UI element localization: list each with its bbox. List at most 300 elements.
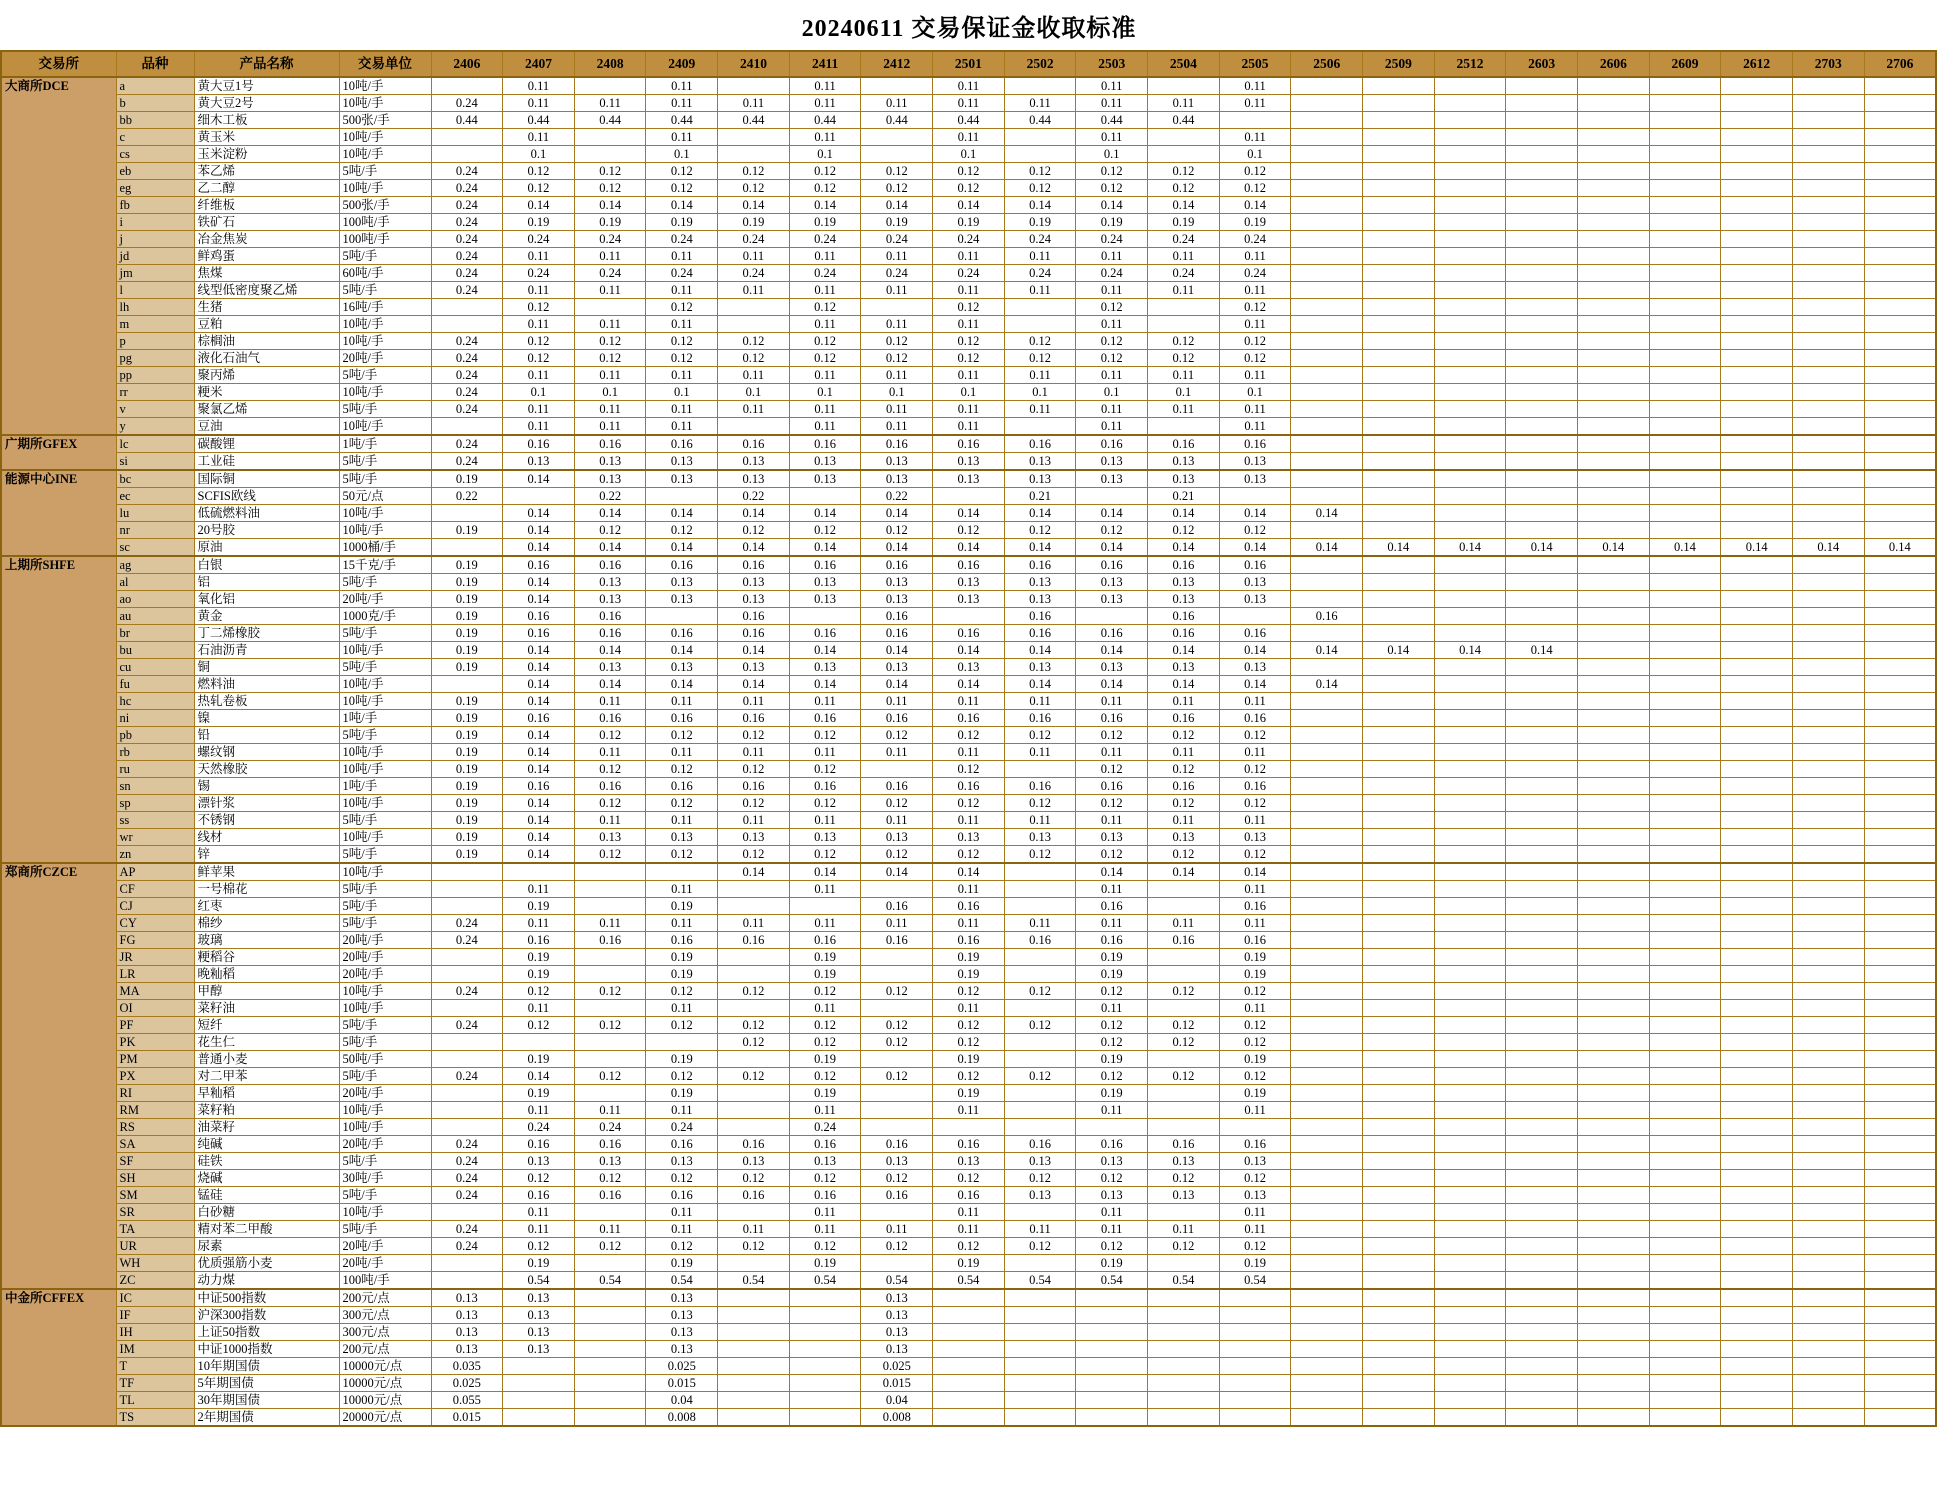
value-cell: 0.12 xyxy=(503,983,575,1000)
value-cell: 0.24 xyxy=(789,1119,861,1136)
value-cell xyxy=(1434,574,1506,591)
value-cell: 0.14 xyxy=(503,761,575,778)
value-cell: 0.13 xyxy=(431,1307,503,1324)
exchange-cell: 上期所SHFE xyxy=(1,556,116,863)
value-cell xyxy=(1721,505,1793,522)
value-cell xyxy=(1649,1187,1721,1204)
value-cell xyxy=(1864,1221,1936,1238)
value-cell xyxy=(1721,608,1793,625)
value-cell xyxy=(1721,966,1793,983)
value-cell xyxy=(1434,1341,1506,1358)
value-cell: 0.24 xyxy=(431,983,503,1000)
value-cell xyxy=(1864,761,1936,778)
value-cell: 0.16 xyxy=(1219,435,1291,453)
value-cell xyxy=(1148,1358,1220,1375)
product-name-cell: 铝 xyxy=(194,574,339,591)
table-row xyxy=(1,146,1936,163)
value-cell xyxy=(1434,522,1506,539)
value-cell xyxy=(1578,659,1650,676)
unit-cell: 10吨/手 xyxy=(339,1000,431,1017)
value-cell: 0.44 xyxy=(503,112,575,129)
value-cell: 0.12 xyxy=(718,163,790,180)
product-name-cell: 5年期国债 xyxy=(194,1375,339,1392)
value-cell: 0.13 xyxy=(718,591,790,608)
value-cell: 0.24 xyxy=(503,265,575,282)
value-cell xyxy=(1864,231,1936,248)
value-cell: 0.19 xyxy=(1219,214,1291,231)
value-cell: 0.11 xyxy=(861,95,933,112)
value-cell: 0.11 xyxy=(861,401,933,418)
value-cell: 0.16 xyxy=(574,608,646,625)
product-name-cell: 鲜苹果 xyxy=(194,863,339,881)
value-cell xyxy=(646,608,718,625)
value-cell: 0.16 xyxy=(503,625,575,642)
value-cell xyxy=(1864,129,1936,146)
code-cell: FG xyxy=(116,932,194,949)
value-cell xyxy=(933,1392,1005,1409)
value-cell xyxy=(1721,898,1793,915)
value-cell: 0.16 xyxy=(1004,932,1076,949)
value-cell: 0.24 xyxy=(646,265,718,282)
value-cell: 0.12 xyxy=(646,1068,718,1085)
product-name-cell: 热轧卷板 xyxy=(194,693,339,710)
value-cell: 0.19 xyxy=(503,1255,575,1272)
value-cell xyxy=(1649,316,1721,333)
value-cell: 0.12 xyxy=(646,163,718,180)
value-cell: 0.11 xyxy=(789,1000,861,1017)
value-cell xyxy=(1864,556,1936,574)
value-cell xyxy=(718,1358,790,1375)
value-cell: 0.11 xyxy=(574,693,646,710)
code-cell: jm xyxy=(116,265,194,282)
value-cell xyxy=(1506,1409,1578,1427)
product-name-cell: 中证500指数 xyxy=(194,1289,339,1307)
value-cell xyxy=(1506,744,1578,761)
value-cell: 0.13 xyxy=(933,659,1005,676)
product-name-cell: 漂针浆 xyxy=(194,795,339,812)
value-cell: 0.12 xyxy=(646,846,718,864)
value-cell: 0.11 xyxy=(1076,1204,1148,1221)
value-cell xyxy=(503,1375,575,1392)
value-cell: 0.24 xyxy=(933,231,1005,248)
value-cell xyxy=(1434,1017,1506,1034)
value-cell xyxy=(1434,1153,1506,1170)
value-cell xyxy=(1864,77,1936,95)
value-cell xyxy=(1506,693,1578,710)
unit-cell: 50元/点 xyxy=(339,488,431,505)
value-cell: 0.13 xyxy=(574,591,646,608)
column-header: 产品名称 xyxy=(194,51,339,77)
value-cell xyxy=(1649,1358,1721,1375)
value-cell xyxy=(1864,1255,1936,1272)
value-cell: 0.1 xyxy=(1076,146,1148,163)
value-cell: 0.24 xyxy=(574,265,646,282)
value-cell xyxy=(1578,1051,1650,1068)
value-cell: 0.13 xyxy=(646,470,718,488)
value-cell xyxy=(1434,1068,1506,1085)
value-cell: 0.13 xyxy=(1219,574,1291,591)
value-cell: 0.16 xyxy=(646,1187,718,1204)
value-cell xyxy=(1578,401,1650,418)
value-cell: 0.12 xyxy=(933,522,1005,539)
value-cell xyxy=(1721,556,1793,574)
value-cell: 0.54 xyxy=(933,1272,1005,1290)
value-cell xyxy=(1792,1255,1864,1272)
table-row xyxy=(1,1238,1936,1255)
value-cell: 0.14 xyxy=(1148,539,1220,557)
value-cell: 0.11 xyxy=(1004,812,1076,829)
value-cell xyxy=(1434,1170,1506,1187)
value-cell xyxy=(1649,574,1721,591)
product-name-cell: 镍 xyxy=(194,710,339,727)
value-cell xyxy=(1721,231,1793,248)
value-cell xyxy=(1219,1289,1291,1307)
value-cell: 0.16 xyxy=(646,435,718,453)
value-cell: 0.12 xyxy=(861,350,933,367)
value-cell xyxy=(1792,812,1864,829)
value-cell: 0.12 xyxy=(1148,1017,1220,1034)
table-row xyxy=(1,966,1936,983)
table-row xyxy=(1,846,1936,864)
value-cell xyxy=(1291,574,1363,591)
value-cell xyxy=(1792,112,1864,129)
value-cell xyxy=(1434,846,1506,864)
value-cell xyxy=(1864,197,1936,214)
value-cell: 0.12 xyxy=(933,1068,1005,1085)
value-cell xyxy=(1649,1238,1721,1255)
value-cell xyxy=(1578,1017,1650,1034)
value-cell: 0.19 xyxy=(431,710,503,727)
value-cell xyxy=(1434,163,1506,180)
unit-cell: 5吨/手 xyxy=(339,1068,431,1085)
value-cell xyxy=(1792,966,1864,983)
unit-cell: 10吨/手 xyxy=(339,744,431,761)
value-cell xyxy=(1434,231,1506,248)
value-cell xyxy=(1864,693,1936,710)
value-cell: 0.11 xyxy=(718,95,790,112)
value-cell: 0.12 xyxy=(1148,1068,1220,1085)
value-cell: 0.12 xyxy=(933,299,1005,316)
value-cell: 0.11 xyxy=(933,915,1005,932)
value-cell xyxy=(1649,1119,1721,1136)
value-cell xyxy=(1721,744,1793,761)
value-cell xyxy=(1506,401,1578,418)
code-cell: lh xyxy=(116,299,194,316)
value-cell: 0.14 xyxy=(503,829,575,846)
value-cell xyxy=(1434,214,1506,231)
table-row xyxy=(1,659,1936,676)
value-cell xyxy=(1649,1102,1721,1119)
value-cell: 0.16 xyxy=(646,556,718,574)
value-cell: 0.11 xyxy=(933,418,1005,436)
value-cell xyxy=(1864,1000,1936,1017)
value-cell xyxy=(1004,949,1076,966)
value-cell: 0.24 xyxy=(1219,231,1291,248)
value-cell xyxy=(1721,983,1793,1000)
value-cell xyxy=(1291,693,1363,710)
value-cell: 0.14 xyxy=(933,505,1005,522)
value-cell xyxy=(1291,1000,1363,1017)
value-cell xyxy=(1792,316,1864,333)
table-row xyxy=(1,231,1936,248)
value-cell xyxy=(1578,146,1650,163)
value-cell: 0.11 xyxy=(1148,282,1220,299)
value-cell xyxy=(1291,932,1363,949)
value-cell xyxy=(1291,95,1363,112)
value-cell: 0.14 xyxy=(1506,539,1578,557)
value-cell xyxy=(574,1085,646,1102)
value-cell: 0.13 xyxy=(1148,659,1220,676)
value-cell: 0.13 xyxy=(1148,591,1220,608)
value-cell: 0.12 xyxy=(789,983,861,1000)
value-cell xyxy=(1649,95,1721,112)
value-cell xyxy=(1219,1307,1291,1324)
value-cell xyxy=(1649,1136,1721,1153)
value-cell xyxy=(1004,898,1076,915)
product-name-cell: 黄大豆2号 xyxy=(194,95,339,112)
table-row xyxy=(1,1153,1936,1170)
value-cell xyxy=(1506,1068,1578,1085)
value-cell: 0.13 xyxy=(718,829,790,846)
value-cell: 0.1 xyxy=(1076,384,1148,401)
value-cell: 0.11 xyxy=(574,367,646,384)
value-cell: 0.44 xyxy=(574,112,646,129)
value-cell xyxy=(1578,881,1650,898)
value-cell: 0.11 xyxy=(1219,401,1291,418)
value-cell: 0.11 xyxy=(933,248,1005,265)
value-cell xyxy=(1864,282,1936,299)
value-cell: 0.19 xyxy=(503,898,575,915)
value-cell xyxy=(1649,795,1721,812)
value-cell xyxy=(1076,1307,1148,1324)
value-cell: 0.12 xyxy=(1076,1034,1148,1051)
value-cell xyxy=(1721,1136,1793,1153)
value-cell: 0.11 xyxy=(1076,129,1148,146)
value-cell: 0.16 xyxy=(933,625,1005,642)
value-cell: 0.11 xyxy=(503,1000,575,1017)
value-cell xyxy=(1792,129,1864,146)
value-cell: 0.13 xyxy=(1076,829,1148,846)
product-name-cell: 上证50指数 xyxy=(194,1324,339,1341)
value-cell xyxy=(1363,146,1435,163)
table-row xyxy=(1,642,1936,659)
value-cell xyxy=(431,1000,503,1017)
unit-cell: 10吨/手 xyxy=(339,693,431,710)
unit-cell: 20吨/手 xyxy=(339,1255,431,1272)
value-cell xyxy=(1148,1000,1220,1017)
value-cell xyxy=(1363,932,1435,949)
value-cell: 0.19 xyxy=(431,829,503,846)
product-name-cell: 液化石油气 xyxy=(194,350,339,367)
value-cell: 0.19 xyxy=(431,470,503,488)
value-cell: 0.12 xyxy=(646,1170,718,1187)
table-row xyxy=(1,1358,1936,1375)
value-cell xyxy=(1578,591,1650,608)
value-cell: 0.24 xyxy=(431,248,503,265)
value-cell xyxy=(1506,1102,1578,1119)
value-cell: 0.11 xyxy=(1148,367,1220,384)
value-cell: 0.44 xyxy=(1004,112,1076,129)
value-cell: 0.16 xyxy=(1148,932,1220,949)
value-cell xyxy=(1578,163,1650,180)
month-header: 2703 xyxy=(1792,51,1864,77)
table-row xyxy=(1,197,1936,214)
value-cell: 0.13 xyxy=(861,1324,933,1341)
value-cell: 0.12 xyxy=(933,180,1005,197)
value-cell: 0.12 xyxy=(1004,333,1076,350)
value-cell xyxy=(1434,932,1506,949)
value-cell xyxy=(1148,146,1220,163)
value-cell: 0.12 xyxy=(1004,522,1076,539)
value-cell xyxy=(1864,983,1936,1000)
value-cell xyxy=(1649,1307,1721,1324)
value-cell xyxy=(1291,812,1363,829)
value-cell: 0.16 xyxy=(503,608,575,625)
unit-cell: 500张/手 xyxy=(339,197,431,214)
exchange-cell: 广期所GFEX xyxy=(1,435,116,470)
value-cell xyxy=(1291,1051,1363,1068)
value-cell xyxy=(431,539,503,557)
value-cell: 0.14 xyxy=(503,1068,575,1085)
value-cell: 0.12 xyxy=(574,180,646,197)
value-cell: 0.12 xyxy=(574,522,646,539)
value-cell: 0.24 xyxy=(431,1017,503,1034)
value-cell xyxy=(1506,829,1578,846)
value-cell xyxy=(1434,1392,1506,1409)
value-cell: 0.19 xyxy=(431,744,503,761)
value-cell: 0.13 xyxy=(861,574,933,591)
value-cell xyxy=(1721,1375,1793,1392)
value-cell: 0.14 xyxy=(861,197,933,214)
value-cell: 0.11 xyxy=(1076,812,1148,829)
value-cell xyxy=(1004,1119,1076,1136)
value-cell: 0.12 xyxy=(789,727,861,744)
value-cell: 0.16 xyxy=(574,435,646,453)
value-cell xyxy=(1291,282,1363,299)
value-cell xyxy=(1291,556,1363,574)
code-cell: lu xyxy=(116,505,194,522)
value-cell xyxy=(1291,966,1363,983)
value-cell: 0.11 xyxy=(789,129,861,146)
value-cell xyxy=(1363,898,1435,915)
value-cell: 0.1 xyxy=(933,384,1005,401)
value-cell: 0.12 xyxy=(1148,522,1220,539)
code-cell: ru xyxy=(116,761,194,778)
value-cell: 0.1 xyxy=(1004,384,1076,401)
value-cell xyxy=(1864,608,1936,625)
value-cell: 0.19 xyxy=(1076,214,1148,231)
value-cell xyxy=(1792,574,1864,591)
value-cell xyxy=(1792,1358,1864,1375)
value-cell xyxy=(1792,401,1864,418)
value-cell xyxy=(1649,932,1721,949)
value-cell: 0.14 xyxy=(1219,863,1291,881)
value-cell xyxy=(1792,846,1864,864)
value-cell xyxy=(1864,367,1936,384)
value-cell xyxy=(1506,1221,1578,1238)
value-cell xyxy=(1434,1085,1506,1102)
value-cell: 0.11 xyxy=(1076,316,1148,333)
value-cell: 0.13 xyxy=(646,1307,718,1324)
value-cell: 0.44 xyxy=(933,112,1005,129)
value-cell: 0.12 xyxy=(861,1034,933,1051)
value-cell: 0.025 xyxy=(861,1358,933,1375)
value-cell xyxy=(1792,693,1864,710)
value-cell xyxy=(1792,761,1864,778)
table-row xyxy=(1,1102,1936,1119)
value-cell: 0.12 xyxy=(1004,180,1076,197)
value-cell xyxy=(1363,418,1435,436)
value-cell xyxy=(1578,1221,1650,1238)
value-cell xyxy=(1792,795,1864,812)
value-cell: 0.12 xyxy=(1076,163,1148,180)
value-cell: 0.14 xyxy=(1004,197,1076,214)
value-cell xyxy=(1506,112,1578,129)
value-cell xyxy=(861,1085,933,1102)
value-cell xyxy=(1434,333,1506,350)
value-cell xyxy=(1578,556,1650,574)
unit-cell: 10吨/手 xyxy=(339,333,431,350)
month-header: 2512 xyxy=(1434,51,1506,77)
value-cell xyxy=(1721,282,1793,299)
value-cell xyxy=(1721,693,1793,710)
value-cell xyxy=(1434,1034,1506,1051)
value-cell xyxy=(718,1119,790,1136)
table-row xyxy=(1,1119,1936,1136)
value-cell xyxy=(1864,710,1936,727)
value-cell: 0.14 xyxy=(503,693,575,710)
value-cell xyxy=(1864,846,1936,864)
value-cell: 0.24 xyxy=(1219,265,1291,282)
value-cell: 0.14 xyxy=(1219,642,1291,659)
value-cell xyxy=(1578,248,1650,265)
value-cell: 0.12 xyxy=(1219,1238,1291,1255)
value-cell xyxy=(1434,898,1506,915)
value-cell xyxy=(1434,608,1506,625)
unit-cell: 10吨/手 xyxy=(339,676,431,693)
value-cell xyxy=(1004,1255,1076,1272)
value-cell: 0.11 xyxy=(503,401,575,418)
value-cell xyxy=(1506,676,1578,693)
value-cell: 0.14 xyxy=(1148,197,1220,214)
value-cell xyxy=(1148,1289,1220,1307)
value-cell xyxy=(1649,863,1721,881)
value-cell xyxy=(1148,1392,1220,1409)
code-cell: wr xyxy=(116,829,194,846)
value-cell xyxy=(1721,659,1793,676)
value-cell xyxy=(1291,401,1363,418)
month-header: 2409 xyxy=(646,51,718,77)
value-cell: 0.13 xyxy=(718,574,790,591)
value-cell xyxy=(1864,1017,1936,1034)
value-cell xyxy=(574,1392,646,1409)
value-cell: 0.14 xyxy=(503,727,575,744)
value-cell: 0.14 xyxy=(1434,539,1506,557)
value-cell xyxy=(1578,112,1650,129)
value-cell xyxy=(1649,214,1721,231)
value-cell: 0.54 xyxy=(1148,1272,1220,1290)
value-cell: 0.14 xyxy=(1004,505,1076,522)
product-name-cell: 30年期国债 xyxy=(194,1392,339,1409)
product-name-cell: 烧碱 xyxy=(194,1170,339,1187)
value-cell: 0.19 xyxy=(431,761,503,778)
value-cell xyxy=(1291,1392,1363,1409)
product-name-cell: 线材 xyxy=(194,829,339,846)
value-cell: 0.19 xyxy=(1219,1051,1291,1068)
value-cell xyxy=(933,608,1005,625)
value-cell xyxy=(1649,1272,1721,1290)
value-cell: 0.24 xyxy=(718,231,790,248)
